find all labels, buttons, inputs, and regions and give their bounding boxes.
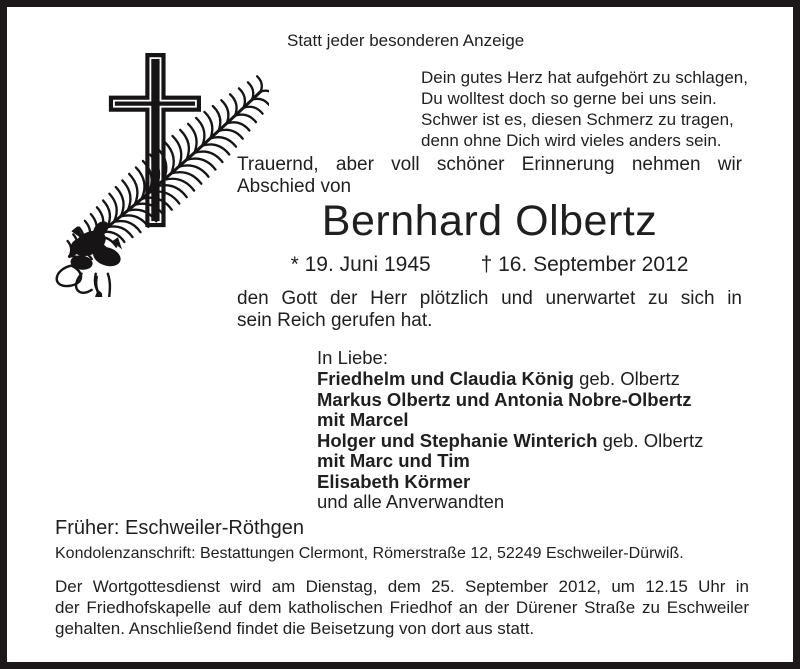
- preamble-text: Statt jeder besonderen Anzeige: [287, 31, 525, 50]
- mourner-line: mit Marc und Tim: [317, 450, 470, 471]
- deceased-name: Bernhard Olbertz: [321, 197, 658, 245]
- memorial-poem: [421, 67, 748, 151]
- in-love-heading: In Liebe:: [317, 347, 388, 368]
- service-line: gehalten. Anschließend findet die Beisetzung von dort aus statt.: [55, 619, 535, 638]
- birth-date: * 19. Juni 1945: [290, 253, 431, 276]
- mourner-line: Friedhelm und Claudia König geb. Olbertz: [317, 368, 680, 389]
- continuation-line: sein Reich gerufen hat.: [237, 310, 433, 331]
- mourner-line: und alle Anverwandten: [317, 491, 505, 512]
- mourner-line: Holger und Stephanie Winterich geb. Olbertz: [317, 429, 704, 451]
- ribbon-icon: [57, 266, 113, 297]
- service-paragraph: [55, 576, 749, 639]
- service-line: Der Wortgottesdienst wird am Dienstag, dem 25. September 2012, um 12.15 Uhr in: [55, 577, 749, 596]
- poem-line: Du wolltest doch so gerne bei uns sein.: [421, 89, 717, 108]
- continuation-line: den Gott der Herr plötzlich und unerwartet zu sich in: [237, 288, 742, 309]
- intro-paragraph: [237, 154, 742, 198]
- continuation-paragraph: [237, 288, 742, 332]
- condolence-address: Kondolenzanschrift: Bestattungen Clermont, Römerstraße 12, 52249 Eschweiler-Dürwiß.: [55, 545, 684, 562]
- intro-line: Trauernd, aber voll schöner Erinnerung nehmen wir: [237, 154, 742, 175]
- life-dates: [237, 253, 742, 277]
- mourner-line: mit Marcel: [317, 409, 409, 430]
- mourner-line: Elisabeth Körmer: [317, 470, 471, 492]
- intro-line: Abschied von: [237, 176, 352, 197]
- death-date: † 16. September 2012: [480, 253, 689, 276]
- mourner-line: Markus Olbertz und Antonia Nobre-Olbertz: [317, 388, 692, 410]
- service-line: der Friedhofskapelle auf dem katholischen Friedhof an der Dürener Straße zu Eschweiler: [55, 598, 749, 617]
- poem-line: Schwer ist es, diesen Schmerz zu tragen,: [421, 110, 734, 129]
- poem-line: Dein gutes Herz hat aufgehört zu schlagen,: [421, 68, 748, 87]
- poem-line: denn ohne Dich wird vieles anders sein.: [421, 131, 722, 150]
- mourners-list: [317, 369, 757, 513]
- former-residence: Früher: Eschweiler-Röthgen: [55, 517, 304, 539]
